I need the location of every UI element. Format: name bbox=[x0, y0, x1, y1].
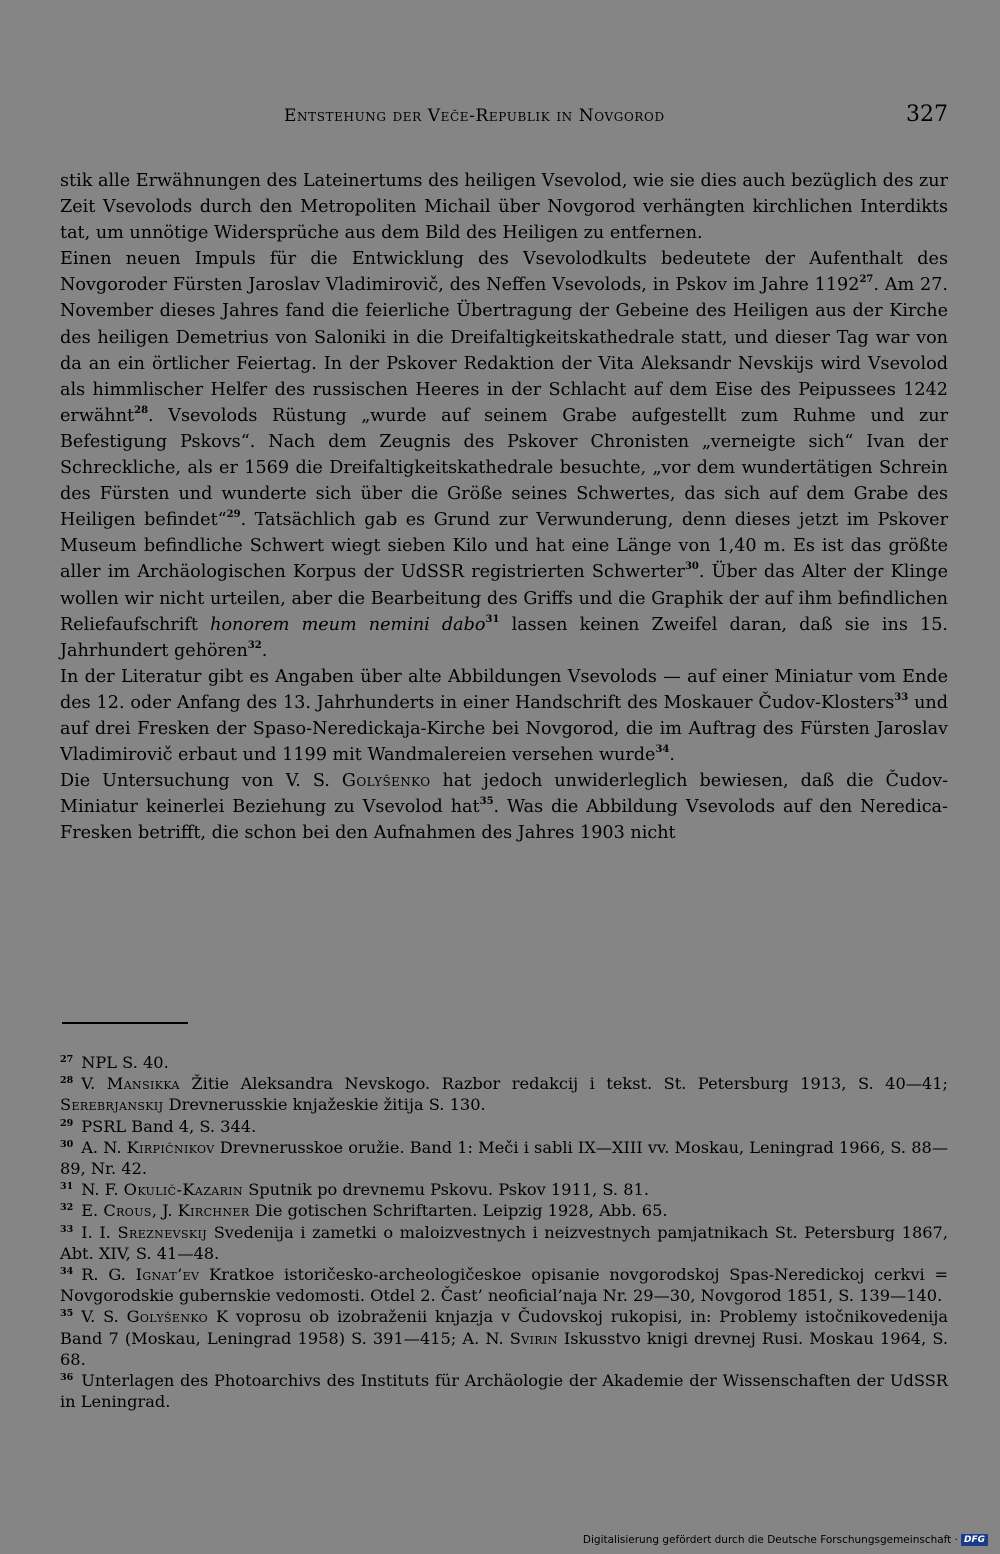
digitization-credit bbox=[583, 1530, 988, 1550]
footnote-text: I. I. bbox=[81, 1222, 118, 1242]
footnote-mark: 30 bbox=[60, 1138, 74, 1150]
footnote-mark: 35 bbox=[60, 1308, 74, 1320]
footnote-ref[interactable]: 29 bbox=[226, 509, 241, 521]
inscription-text: honorem meum nemini dabo bbox=[210, 614, 486, 635]
footnote-text: E. bbox=[81, 1201, 104, 1221]
main-text bbox=[60, 168, 948, 846]
footnote-mark: 28 bbox=[60, 1075, 74, 1087]
footnote-ref[interactable]: 30 bbox=[684, 561, 699, 573]
footnote-mark: 34 bbox=[60, 1266, 74, 1278]
footnote bbox=[60, 1370, 948, 1412]
footnote-text: PSRL Band 4, S. 344. bbox=[81, 1116, 257, 1136]
footnote-ref[interactable]: 28 bbox=[134, 404, 149, 416]
footnote-separator bbox=[62, 1022, 188, 1024]
footnote-text: Die gotischen Schriftarten. Leipzig 1928, Abb. 65. bbox=[249, 1201, 668, 1221]
footnote bbox=[60, 1200, 948, 1221]
author-name: Golyšenko bbox=[126, 1307, 209, 1327]
footnote bbox=[60, 1116, 948, 1137]
footnote bbox=[60, 1306, 948, 1370]
author-name: Golyšenko bbox=[341, 771, 431, 792]
footnote bbox=[60, 1073, 948, 1115]
footnote-text: R. G. bbox=[81, 1265, 136, 1285]
footnote-mark: 31 bbox=[60, 1181, 74, 1193]
footnote-text: , J. bbox=[151, 1201, 178, 1221]
author-name: Okulič-Kazarin bbox=[123, 1180, 244, 1200]
author-name: Svirin bbox=[509, 1328, 558, 1348]
author-name: Kirchner bbox=[177, 1201, 250, 1221]
footnote-ref[interactable]: 34 bbox=[655, 744, 670, 756]
page-header bbox=[60, 100, 948, 134]
footnote-text: Iskusstvo knigi drevnej Rusi. Moskau 1964, S. 68. bbox=[60, 1328, 948, 1369]
footnote-text: Svedenija i zametki o maloizvestnych i neizvestnych pamjatnikach St. Petersburg 1867, Abt. XIV, S. 41—48. bbox=[60, 1222, 948, 1263]
footnote-text: N. F. bbox=[81, 1180, 124, 1200]
footnote-text: A. N. bbox=[81, 1137, 127, 1157]
footnote-mark: 32 bbox=[60, 1202, 74, 1214]
footnote-ref[interactable]: 32 bbox=[247, 639, 262, 651]
footnote-text: Sputnik po drevnemu Pskovu. Pskov 1911, S. 81. bbox=[243, 1180, 649, 1200]
dfg-logo: DFG bbox=[961, 1534, 988, 1546]
footnote-text: Drevnerusskoe oružie. Band 1: Meči i sabli IX—XIII vv. Moskau, Leningrad 1966, S. 88—89, Nr. 42. bbox=[60, 1137, 949, 1179]
running-title: Entstehung der Veče-Republik in Novgorod bbox=[284, 106, 665, 126]
footnote-text: Žitie Aleksandra Nevskogo. Razbor redakcij i tekst. St. Petersburg 1913, S. 40—41; bbox=[179, 1074, 948, 1094]
footnote-ref[interactable]: 35 bbox=[479, 796, 494, 808]
footnote-text: Kratkoe istoričesko-archeologičeskoe opisanie novgorodskoj Spas-Neredickoj cerkvi = Novgorodskie gubernskie vedomosti. Otdel 2. Čast’ neoficial’naja Nr. 29—30, Novgorod 1851, S. 139—140. bbox=[60, 1265, 949, 1306]
paragraph: Einen neuen Impuls für die Entwicklung des Vsevolodkults bedeutete der Aufenthalt des Novgoroder Fürsten Jaroslav Vladimirovič, des Neffen Vsevolods, in Pskov im Jahre 1192$^{27}$. Am 27. November dieses Jahres fand die feierliche Übertragung der Gebeine des Heiligen aus der Kirche des heiligen Demetrius von Saloniki in die Dreifaltigkeitskathedrale statt, und dieser Tag war von da an ein örtlicher Feiertag. In der Pskover Redaktion der Vita Aleksandr Nevskijs wird Vsevolod als himmlischer Helfer des russischen Heeres in der Schlacht auf dem Eise des Peipussees 1242 erwähnt$^{28}$. Vsevolods Rüstung „wurde auf seinem Grabe aufgestellt zum Ruhme und zur Befestigung Pskovs“. Nach dem Zeugnis des Pskover Chronisten „verneigte sich“ Ivan der Schreckliche, als er 1569 die Dreifaltigkeitskathedrale besuchte, „vor dem wundertätigen Schrein des Fürsten und wunderte sich über die Größe seines Schwertes, das sich auf dem Grabe des Heiligen befindet“$^{29}$. Tatsächlich gab es Grund zur Verwunderung, denn dieses jetzt im Pskover Museum befindliche Schwert wiegt sieben Kilo und hat eine Länge von 1,40 m. Es ist das größte aller im Archäologischen Korpus der UdSSR registrierten Schwerter$^{30}$. Über das Alter der Klinge wollen wir nicht urteilen, aber die Bearbeitung des Griffs und die Graphik der auf ihm befindlichen Reliefaufschrift honorem meum nemini dabo$^{31}$ lassen keinen Zweifel daran, daß sie ins 15. Jahrhundert gehören$^{32}$. bbox=[60, 249, 949, 661]
footnote-ref[interactable]: 31 bbox=[485, 613, 500, 625]
footnote-mark: 27 bbox=[60, 1054, 74, 1065]
footnote bbox=[60, 1179, 948, 1200]
footnote bbox=[60, 1264, 948, 1306]
paragraph: In der Literatur gibt es Angaben über alte Abbildungen Vsevolods — auf einer Miniatur vom Ende des 12. oder Anfang des 13. Jahrhunderts in einer Handschrift des Moskauer Čudov-Klosters$^{33}$ und auf drei Fresken der Spaso-Neredickaja-Kirche bei Novgorod, die im Auftrag des Fürsten Jaroslav Vladimirovič erbaut und 1199 mit Wandmalereien versehen wurde$^{34}$. bbox=[60, 666, 948, 766]
footnote bbox=[60, 1137, 948, 1179]
footnote-ref[interactable]: 33 bbox=[894, 691, 909, 703]
author-name: Ignat’ev bbox=[135, 1265, 200, 1285]
footnote-text: V. S. bbox=[81, 1307, 127, 1327]
footnote-text: V. bbox=[81, 1074, 107, 1094]
credit-text: Digitalisierung gefördert durch die Deutsche Forschungsgemeinschaft · bbox=[582, 1534, 958, 1546]
footnote-text: Unterlagen des Photoarchivs des Instituts für Archäologie der Akademie der Wissenschaften der UdSSR in Leningrad. bbox=[60, 1371, 948, 1412]
footnote-mark: 36 bbox=[60, 1372, 74, 1384]
author-name: Sreznevskij bbox=[117, 1222, 208, 1242]
footnotes bbox=[60, 1052, 948, 1412]
footnote bbox=[60, 1222, 948, 1264]
footnote bbox=[60, 1052, 948, 1073]
page-number: 327 bbox=[906, 102, 948, 127]
footnote-ref[interactable]: 27 bbox=[859, 274, 874, 286]
paragraph: stik alle Erwähnungen des Lateinertums des heiligen Vsevolod, wie sie dies auch bezüglich des zur Zeit Vsevolods durch den Metropoliten Michail über Novgorod verhängten kirchlichen Interdikts tat, um unnötige Widersprüche aus dem Bild des Heiligen zu entfernen. bbox=[60, 171, 948, 244]
footnote-text: NPL S. 40. bbox=[81, 1053, 169, 1072]
paragraph: Die Untersuchung von V. S. Golyšenko hat jedoch unwiderleglich bewiesen, daß die Čudov-Miniatur keinerlei Beziehung zu Vsevolod hat$^{35}$. Was die Abbildung Vsevolods auf den Neredica-Fresken betrifft, die schon bei den Aufnahmen des Jahres 1903 nicht bbox=[60, 771, 949, 844]
footnote-mark: 29 bbox=[60, 1117, 74, 1129]
author-name: Kirpičnikov bbox=[126, 1137, 215, 1157]
author-name: Mansikka bbox=[106, 1074, 180, 1094]
footnote-text: Drevnerusskie knjažeskie žitija S. 130. bbox=[163, 1095, 486, 1115]
footnote-text: K voprosu ob izobraženii knjazja v Čudovskoj rukopisi, in: Problemy istočnikovedenija Band 7 (Moskau, Leningrad 1958) S. 391—415; A. N. bbox=[60, 1307, 949, 1348]
author-name: Crous bbox=[103, 1201, 152, 1221]
author-name: Serebrjanskij bbox=[60, 1095, 164, 1115]
footnote-mark: 33 bbox=[60, 1223, 74, 1235]
